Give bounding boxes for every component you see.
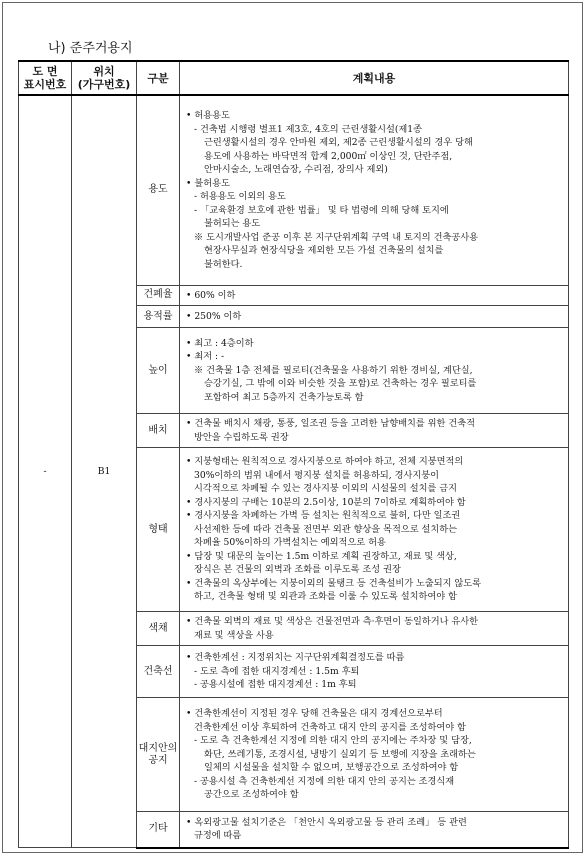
content-line: • 건축한계선 : 지정위치는 지구단위계획결정도를 따름 <box>186 652 405 664</box>
content-line: • 경사지붕을 차폐하는 가벽 등 설치는 원칙적으로 불허, 다만 일조권 <box>186 510 461 522</box>
category-cell: 건축선 <box>137 646 180 698</box>
header-location-line1: 위치 <box>93 65 115 78</box>
content-line: - 도로 측에 접한 대지경계선 : 1.5m 후퇴 <box>194 665 360 677</box>
content-line: • 최저 : - <box>186 351 225 363</box>
category-cell: 건폐율 <box>137 285 180 306</box>
category-cell: 기타 <box>137 812 180 848</box>
content-line: 방안을 수립하도록 권장 <box>194 431 289 443</box>
content-line: 규정에 따름 <box>194 830 242 842</box>
content-line: 승강기실, 그 밖에 이와 비슷한 것을 포함)로 건축하는 경우 필로티를 <box>204 378 477 390</box>
header-map-number <box>19 61 72 95</box>
content-cell <box>180 698 569 812</box>
content-cell <box>180 646 569 698</box>
content-line: 용도에 사용하는 바닥면적 합계 2,000㎡ 이상인 것, 단란주점, <box>204 150 453 162</box>
content-line: • 허용용도 <box>186 110 230 122</box>
section-title: 나) 준주거용지 <box>48 41 133 56</box>
content-line: - 「교육환경 보호에 관한 법률」 및 타 법령에 의해 당해 토지에 <box>194 204 449 216</box>
category-cell: 용도 <box>137 95 180 285</box>
content-line: • 250% 이하 <box>186 310 242 322</box>
category-cell: 용적률 <box>137 306 180 328</box>
content-line: 시각적으로 차폐될 수 있는 경사지붕 이외의 시설물의 설치를 금지 <box>194 483 457 495</box>
content-line: 장식은 본 건물의 외벽과 조화를 이루도록 조성 권장 <box>194 564 401 576</box>
table-body <box>19 95 569 848</box>
category-cell: 형태 <box>137 448 180 612</box>
content-line: 하고, 건축물 형태 및 외관과 조화를 이룰 수 있도록 설치하여야 함 <box>194 591 457 603</box>
block-number-cell: B1 <box>72 95 137 848</box>
content-line: ※ 도시개발사업 준공 이후 본 지구단위계획 구역 내 토지의 건축공사용 <box>194 231 478 243</box>
content-cell <box>180 95 569 285</box>
content-line: 불허되는 용도 <box>204 218 261 230</box>
content-line: • 불허용도 <box>186 177 230 189</box>
content-line: 현장사무실과 현장식당을 제외한 모든 가설 건축물의 설치를 <box>204 245 444 257</box>
content-cell <box>180 285 569 306</box>
content-line: 공간으로 조성하여야 함 <box>204 789 299 801</box>
content-line: 포함하여 최고 5층까지 건축가능토록 함 <box>204 391 364 403</box>
content-line: • 건축물 외벽의 재료 및 색상은 건물전면과 측·후면이 동일하거나 유사한 <box>186 616 479 627</box>
content-line: • 건축물의 옥상부에는 지붕이외의 물탱크 등 건축설비가 노출되지 않도록 <box>186 577 482 589</box>
content-line: 불허한다. <box>204 258 243 270</box>
content-line: 일체의 시설물을 설치할 수 없으며, 보행공간으로 조성하여야 함 <box>204 762 459 774</box>
content-line: • 최고 : 4층이하 <box>186 337 254 349</box>
table-header-row <box>19 61 569 95</box>
content-line: 건축한계선 이상 후퇴하여 건축하고 대지 안의 공지를 조성하여야 함 <box>194 721 466 733</box>
content-line: - 공용시설 측 건축한계선 지정에 의한 대지 안의 공지는 조경식재 <box>194 775 455 787</box>
content-line: 안마시술소, 노래연습장, 수리점, 장의사 제외) <box>204 164 388 176</box>
content-line: • 담장 및 대문의 높이는 1.5m 이하로 계획 권장하고, 재료 및 색상, <box>186 550 457 562</box>
content-line: • 60% 이하 <box>186 289 236 301</box>
content-line: • 건축물 배치시 채광, 통풍, 일조권 등을 고려한 남향배치를 위한 건축적 <box>186 418 475 429</box>
content-cell <box>180 306 569 328</box>
content-cell <box>180 448 569 612</box>
content-line: • 지붕형태는 원칙적으로 경사지붕으로 하여야 하고, 전체 지붕면적의 <box>186 456 464 468</box>
content-line: 화단, 쓰레기통, 조경시설, 냉방기 실외기 등 보행에 지장을 초래하는 <box>204 748 476 760</box>
content-cell <box>180 328 569 414</box>
header-map-number-line1: 도 면 <box>32 65 58 78</box>
content-line: - 허용용도 이외의 용도 <box>194 191 286 203</box>
header-location-line2: (가구번호) <box>77 78 131 91</box>
category-cell: 대지안의 공지 <box>137 698 180 812</box>
content-line: - 건축법 시행령 별표1 제3호, 4호의 근린생활시설(제1종 <box>194 123 423 135</box>
map-number-cell: - <box>19 95 72 848</box>
category-cell: 색채 <box>137 612 180 646</box>
content-line: • 건축한계선이 지정된 경우 당해 건축물은 대지 경계선으로부터 <box>186 708 443 720</box>
content-cell <box>180 812 569 848</box>
header-map-number-line2: 표시번호 <box>23 78 67 91</box>
content-line: • 옥외광고물 설치기준은 「천안시 옥외광고물 등 관리 조례」 등 관련 <box>186 816 467 828</box>
content-line: - 공용시설에 접한 대지경계선 : 1m 후퇴 <box>194 679 357 691</box>
category-cell: 배치 <box>137 414 180 448</box>
header-location <box>72 61 137 95</box>
content-line: • 경사지붕의 구배는 10분의 2.5이상, 10분의 7이하로 계획하여야 함 <box>186 496 466 508</box>
content-cell <box>180 414 569 448</box>
header-plan-content: 계획내용 <box>180 61 569 95</box>
content-line: - 도로 측 건축한계선 지정에 의한 대지 안의 공지에는 주차장 및 담장, <box>194 735 472 747</box>
category-cell: 높이 <box>137 328 180 414</box>
content-cell <box>180 612 569 646</box>
content-line: 재료 및 색상을 사용 <box>194 629 274 641</box>
content-line: ※ 건축물 1층 전체를 필로티(건축물을 사용하기 위한 경비실, 계단실, <box>194 364 473 376</box>
content-line: 30%이하의 범위 내에서 평지붕 설치를 허용하되, 경사지붕이 <box>194 469 439 481</box>
content-line: 차폐율 50%이하의 가벽설치는 예외적으로 허용 <box>194 537 386 549</box>
content-line: 근린생활시설의 경우 안마원 제외, 제2종 근린생활시설의 경우 당해 <box>204 137 473 149</box>
table-row <box>19 95 569 285</box>
header-category: 구분 <box>137 61 180 95</box>
content-line: 사선제한 등에 따라 건축물 전면부 외관 향상을 목적으로 설치하는 <box>194 523 457 535</box>
plan-table <box>18 60 569 849</box>
